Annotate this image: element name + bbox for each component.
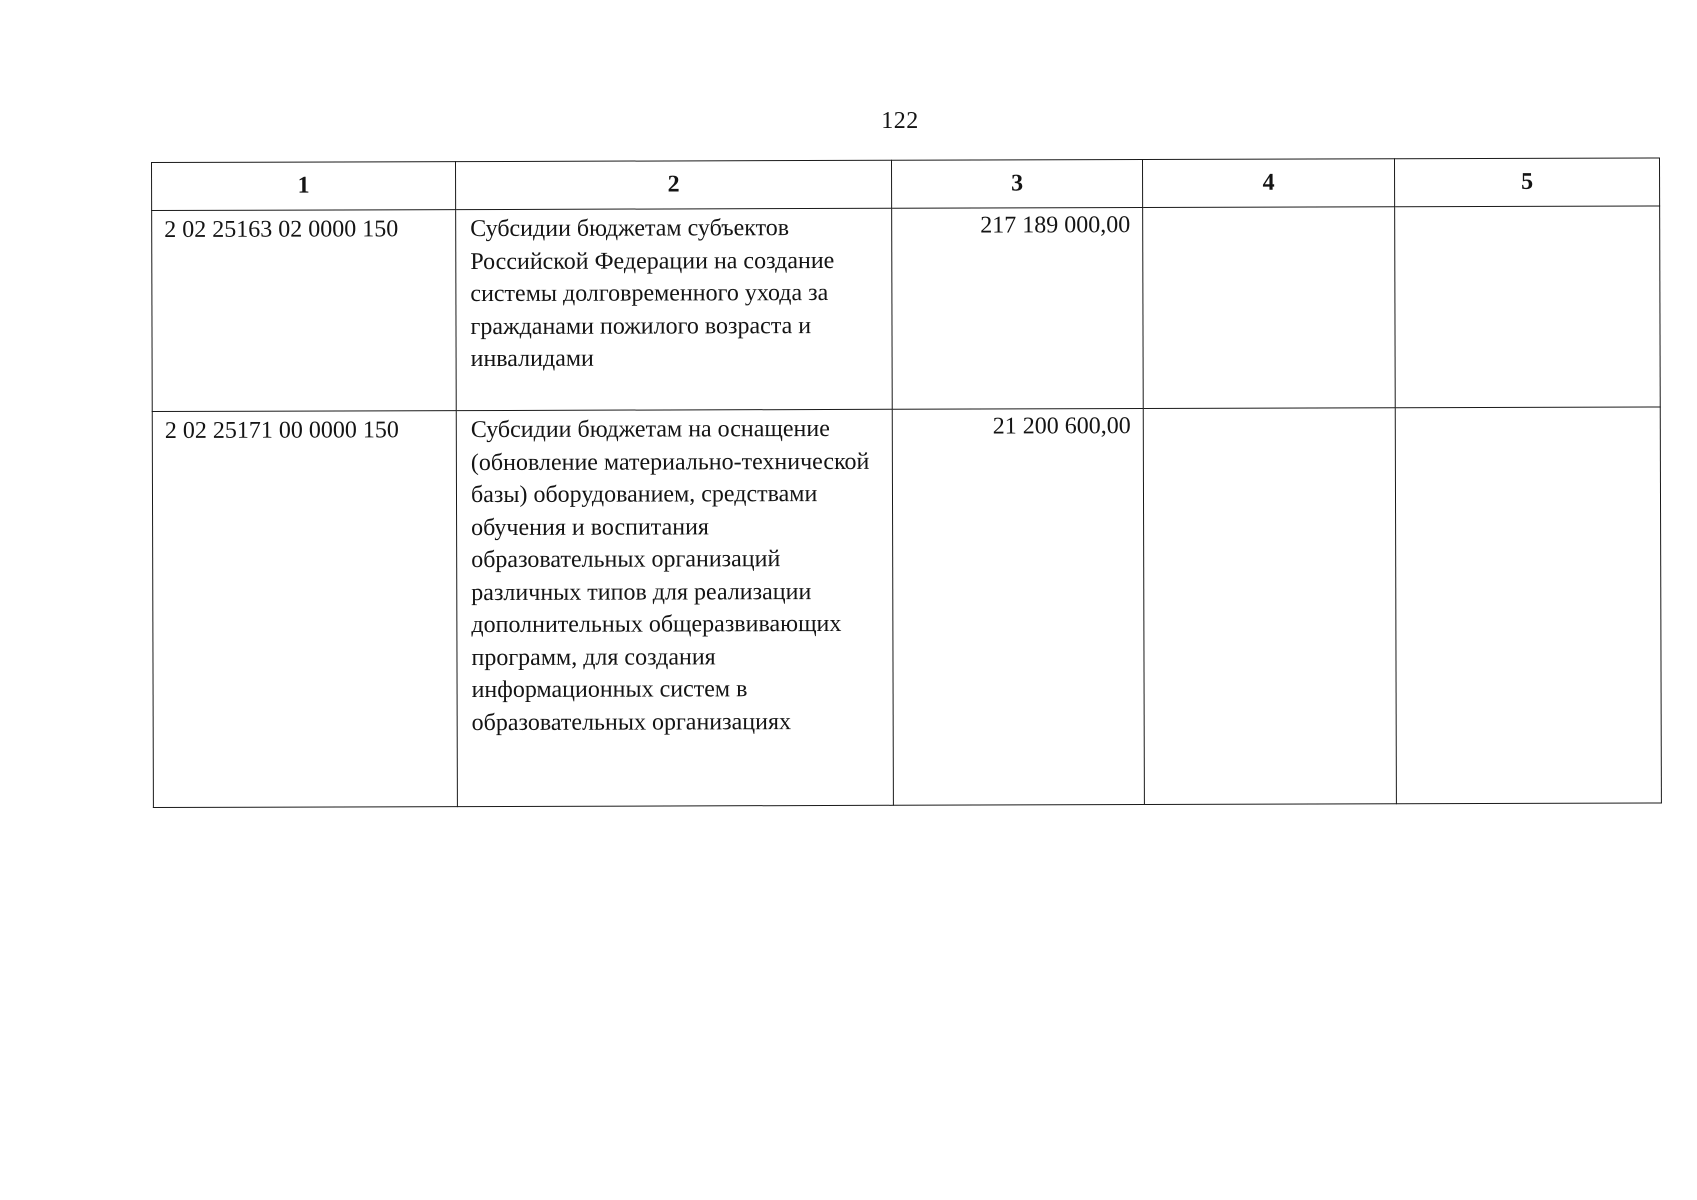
column-4-cell (1143, 207, 1396, 409)
column-5-cell (1395, 407, 1661, 804)
amount-cell: 217 189 000,00 (892, 208, 1144, 410)
table-row (152, 206, 1661, 411)
column-header-2: 2 (456, 160, 892, 209)
amount-cell: 21 200 600,00 (892, 409, 1144, 806)
column-header-4: 4 (1142, 159, 1394, 208)
description-cell: Субсидии бюджетам субъектов Российской Федерации на создание системы долговременного ухода за гражданами пожилого возраста и инвалидами (456, 208, 893, 410)
table-header-row (152, 158, 1660, 210)
page-number: 122 (881, 108, 919, 134)
column-header-1: 1 (152, 162, 456, 211)
table-row (152, 407, 1661, 807)
budget-code-cell: 2 02 25163 02 0000 150 (152, 210, 457, 412)
column-header-3: 3 (891, 160, 1142, 209)
column-header-5: 5 (1394, 158, 1659, 207)
budget-table (151, 158, 1662, 808)
column-4-cell (1143, 408, 1396, 805)
budget-code-cell: 2 02 25171 00 0000 150 (152, 411, 457, 808)
column-5-cell (1395, 206, 1661, 408)
description-cell: Субсидии бюджетам на оснащение (обновление материально-технической базы) оборудованием, средствами обучения и воспитания образовательных организаций различных типов для реализации дополнительных общеразвивающих программ, для создания информационных систем в образовательных организациях (456, 409, 893, 806)
